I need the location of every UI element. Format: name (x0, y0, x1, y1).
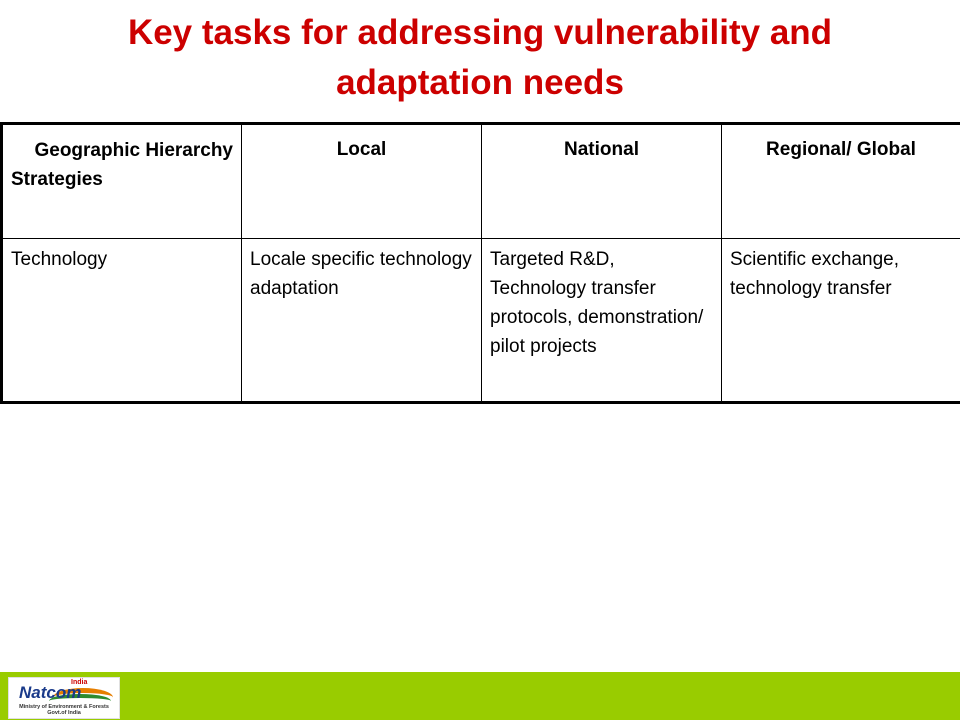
slide-title-line-2: adaptation needs (336, 63, 624, 102)
table-row (2, 239, 960, 403)
key-tasks-table (0, 122, 960, 404)
logo-ministry-line-1: Ministry of Environment & Forests (19, 704, 109, 710)
logo-india-text: India (71, 679, 88, 686)
national-cell: Targeted R&D, Technology transfer protocols, demonstration/ pilot projects (482, 239, 722, 403)
geographic-hierarchy-label: Geographic Hierarchy (34, 140, 233, 161)
table-header-row (2, 124, 960, 239)
slide-title-line-1: Key tasks for addressing vulnerability and (127, 13, 833, 52)
column-header-national: National (482, 124, 722, 239)
footer-bar (0, 672, 960, 720)
regional-cell: Scientific exchange, technology transfer (722, 239, 960, 403)
logo-ministry-text (11, 704, 117, 716)
natcom-logo (8, 677, 120, 719)
column-header-regional-global: Regional/ Global (722, 124, 960, 239)
logo-ministry-line-2: Govt.of India (47, 710, 81, 716)
strategy-cell: Technology (2, 239, 242, 403)
column-header-local: Local (242, 124, 482, 239)
slide-title (40, 8, 920, 108)
local-cell: Locale specific technology adaptation (242, 239, 482, 403)
strategies-label: Strategies (11, 169, 103, 190)
corner-header-cell (2, 124, 242, 239)
logo-natcom-text: Natcom (19, 683, 82, 702)
